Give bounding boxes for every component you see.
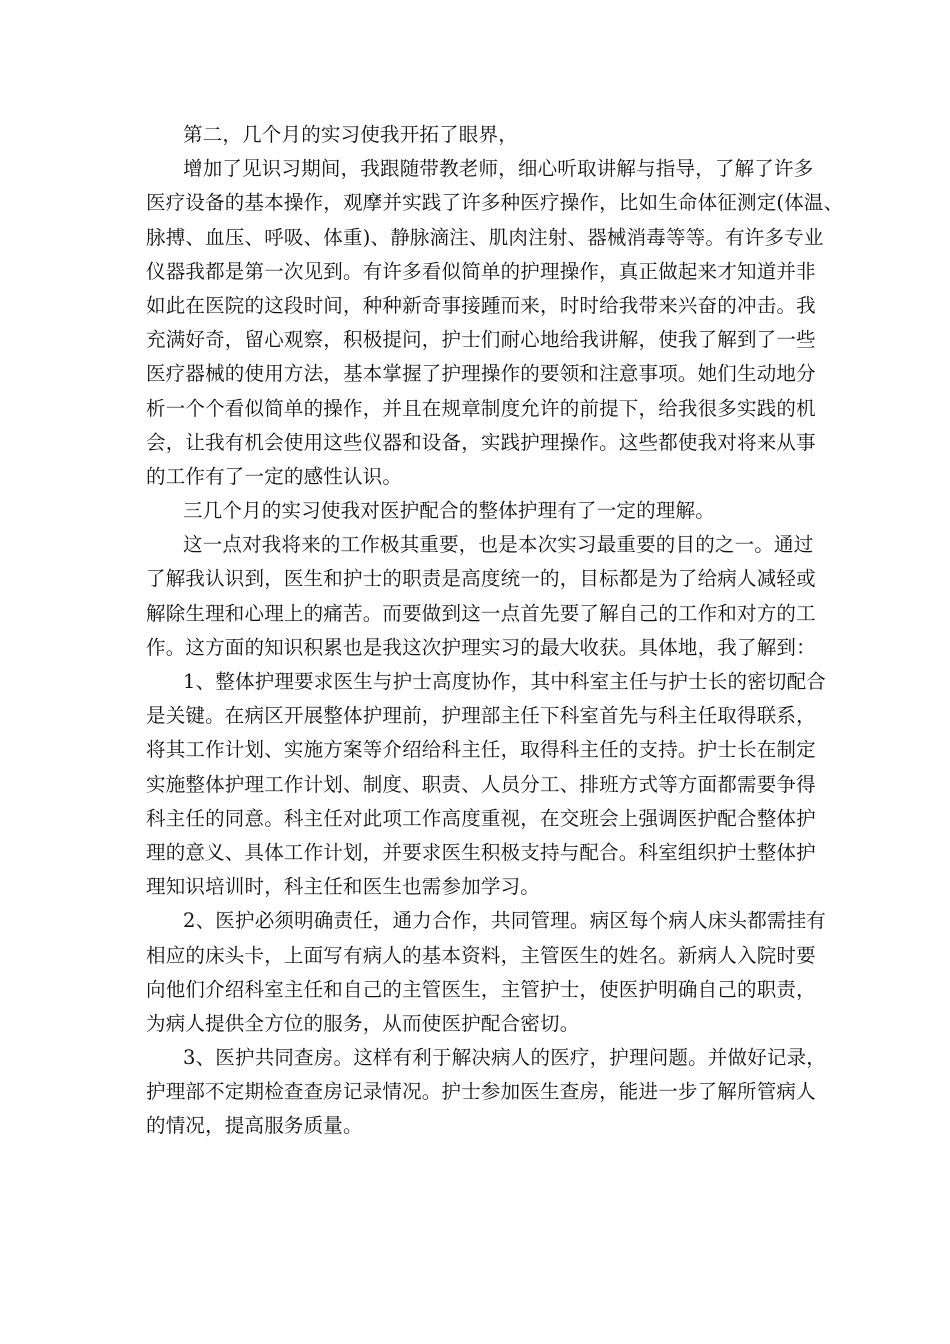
text-line: 将其工作计划、实施方案等介绍给科主任，取得科主任的支持。护士长在制定 (146, 738, 816, 762)
text-line: 析一个个看似简单的操作，并且在规章制度允许的前提下，给我很多实践的机 (146, 396, 816, 420)
text-line: 仪器我都是第一次见到。有许多看似简单的护理操作，真正做起来才知道并非 (146, 259, 816, 283)
text-line: 解除生理和心理上的痛苦。而要做到这一点首先要了解自己的工作和对方的工 (146, 601, 816, 625)
text-line: 的工作有了一定的感性认识。 (146, 464, 403, 488)
text-line: 实施整体护理工作计划、制度、职责、人员分工、排班方式等方面都需要争得 (146, 772, 816, 796)
text-line: 护理部不定期检查查房记录情况。护士参加医生查房，能进一步了解所管病人 (146, 1080, 816, 1104)
text-line: 三几个月的实习使我对医护配合的整体护理有了一定的理解。 (183, 499, 715, 523)
text-line: 的情况，提高服务质量。 (146, 1114, 363, 1138)
text-line: 科主任的同意。科主任对此项工作高度重视，在交班会上强调医护配合整体护 (146, 806, 816, 830)
text-line: 2、医护必须明确责任，通力合作，共同管理。病区每个病人床头都需挂有 (183, 909, 827, 933)
text-line: 增加了见识习期间，我跟随带教老师，细心听取讲解与指导，了解了许多 (183, 157, 814, 181)
text-line: 这一点对我将来的工作极其重要，也是本次实习最重要的目的之一。通过 (183, 533, 814, 557)
text-line: 会，让我有机会使用这些仪器和设备，实践护理操作。这些都使我对将来从事 (146, 430, 816, 454)
text-line: 作。这方面的知识积累也是我这次护理实习的最大收获。具体地，我了解到： (146, 635, 816, 659)
text-line: 第二，几个月的实习使我开拓了眼界， (183, 123, 518, 146)
text-line: 医疗设备的基本操作，观摩并实践了许多种医疗操作，比如生命体征测定(体温、 (146, 191, 844, 215)
text-line: 医疗器械的使用方法，基本掌握了护理操作的要领和注意事项。她们生动地分 (146, 362, 816, 386)
text-line: 3、医护共同查房。这样有利于解决病人的医疗，护理问题。并做好记录， (183, 1046, 827, 1070)
text-line: 相应的床头卡，上面写有病人的基本资料，主管医生的姓名。新病人入院时要 (146, 943, 816, 967)
text-line: 如此在医院的这段时间，种种新奇事接踵而来，时时给我带来兴奋的冲击。我 (146, 293, 816, 317)
text-line: 1、整体护理要求医生与护士高度协作，其中科室主任与护士长的密切配合 (183, 670, 827, 693)
text-line: 充满好奇，留心观察，积极提问，护士们耐心地给我讲解，使我了解到了一些 (146, 328, 816, 352)
text-line: 向他们介绍科室主任和自己的主管医生，主管护士，使医护明确自己的职责， (146, 977, 816, 1001)
document-body (146, 118, 844, 1144)
text-line: 理知识培训时，科主任和医生也需参加学习。 (146, 875, 541, 899)
text-line: 理的意义、具体工作计划，并要求医生积极支持与配合。科室组织护士整体护 (146, 840, 816, 864)
text-line: 了解我认识到，医生和护士的职责是高度统一的，目标都是为了给病人减轻或 (146, 567, 816, 591)
text-line: 是关键。在病区开展整体护理前，护理部主任下科室首先与科主任取得联系， (146, 704, 816, 728)
text-line: 为病人提供全方位的服务，从而使医护配合密切。 (146, 1011, 580, 1035)
text-line: 脉搏、血压、呼吸、体重)、静脉滴注、肌肉注射、器械消毒等等。有许多专业 (146, 225, 824, 249)
